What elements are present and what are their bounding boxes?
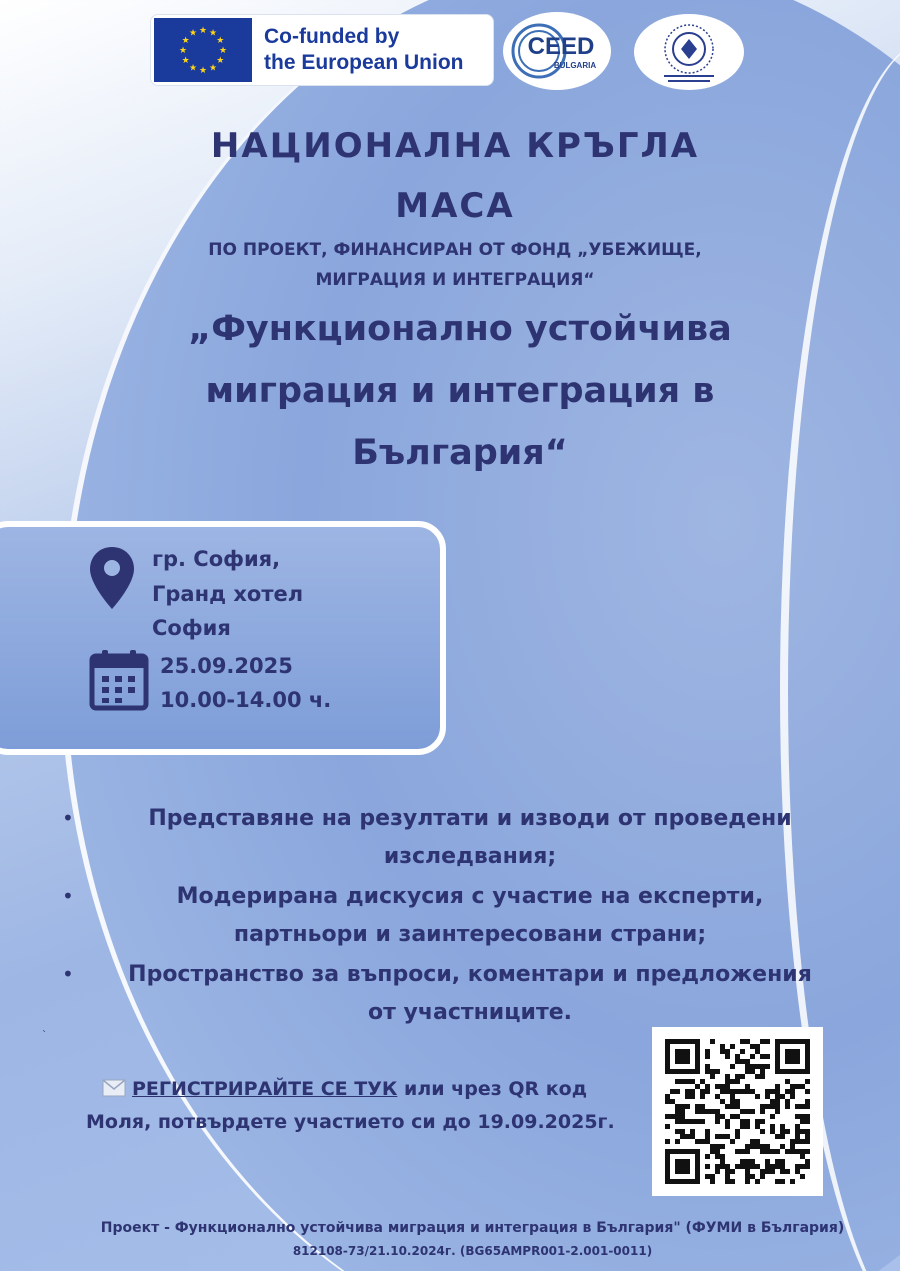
project-title	[0, 298, 900, 484]
association-logo	[634, 14, 744, 90]
bullet-dot: •	[62, 806, 74, 830]
register-link[interactable]: РЕГИСТРИРАЙТЕ СЕ ТУК	[132, 1078, 398, 1100]
registration-line	[102, 1078, 587, 1102]
eu-star-icon: ★	[208, 63, 218, 74]
registration-suffix: или чрез QR код	[397, 1078, 588, 1100]
title-line2: МАСА	[395, 186, 515, 226]
eu-cofunded-text	[264, 24, 464, 76]
eu-star-icon: ★	[181, 36, 190, 46]
eu-star-icon: ★	[198, 66, 208, 76]
eu-star-icon: ★	[216, 36, 225, 46]
project-title-line1: „Функционално устойчива	[188, 309, 732, 349]
agenda-item-1-line1: Представяне на резултати и изводи от проведени	[148, 806, 792, 831]
confirmation-note: Моля, потвърдете участието си до 19.09.2025г.	[86, 1111, 615, 1133]
title-line1: НАЦИОНАЛНА КРЪГЛА	[210, 126, 700, 166]
subtitle-line1: ПО ПРОЕКТ, ФИНАНСИРАН ОТ ФОНД „УБЕЖИЩЕ,	[208, 240, 702, 260]
agenda-item-2-line1: Модерирана дискусия с участие на експерти,	[176, 884, 764, 909]
envelope-icon	[102, 1079, 126, 1102]
eu-star-icon: ★	[218, 46, 228, 56]
eu-star-icon: ★	[198, 26, 208, 36]
agenda-item-3	[90, 956, 850, 1032]
event-date: 25.09.2025	[160, 654, 293, 678]
eu-star-icon: ★	[178, 46, 188, 56]
footer-project-line: Проект - Функционално устойчива миграция и интеграция в България" (ФУМИ в България)	[100, 1220, 845, 1236]
eu-star-icon: ★	[188, 63, 198, 74]
eu-star-icon: ★	[216, 56, 225, 66]
eu-star-icon: ★	[181, 56, 190, 66]
subtitle-line2: МИГРАЦИЯ И ИНТЕГРАЦИЯ“	[315, 270, 595, 290]
qr-code[interactable]	[652, 1027, 823, 1196]
location-line3: София	[152, 616, 231, 640]
eu-star-icon: ★	[208, 28, 218, 39]
ceed-logo-text: CEED	[527, 33, 595, 60]
agenda-item-1	[90, 800, 850, 876]
location-line1: гр. София,	[152, 547, 281, 571]
eu-text-line2: the European Union	[264, 51, 464, 74]
bullet-dot: •	[62, 884, 74, 908]
eu-cofunded-logo	[150, 14, 494, 86]
calendar-icon	[88, 648, 150, 716]
project-title-line2: миграция и интеграция в	[205, 371, 715, 411]
eu-text-line1: Co-funded by	[264, 25, 400, 48]
agenda-item-2-line2: партньори и заинтересовани страни;	[233, 922, 707, 947]
project-title-line3: България“	[352, 433, 568, 473]
ceed-bulgaria-logo	[503, 12, 611, 90]
location-pin-icon	[88, 545, 136, 615]
bullet-dot: •	[62, 962, 74, 986]
agenda-item-3-line1: Пространство за въпроси, коментари и предложения	[128, 962, 812, 987]
agenda-item-3-line2: от участниците.	[368, 1000, 572, 1025]
ceed-logo-subtext: BULGARIA	[553, 61, 597, 70]
location-line2: Гранд хотел	[152, 582, 304, 606]
stray-mark: `	[42, 1030, 47, 1041]
event-time: 10.00-14.00 ч.	[160, 688, 332, 712]
agenda-item-1-line2: изследвания;	[383, 844, 557, 869]
eu-flag-icon	[154, 18, 252, 82]
agenda-item-2	[90, 878, 850, 954]
eu-star-icon: ★	[188, 28, 198, 39]
footer-contract-line: 812108-73/21.10.2024г. (BG65AMPR001-2.001-0011)	[292, 1244, 653, 1258]
